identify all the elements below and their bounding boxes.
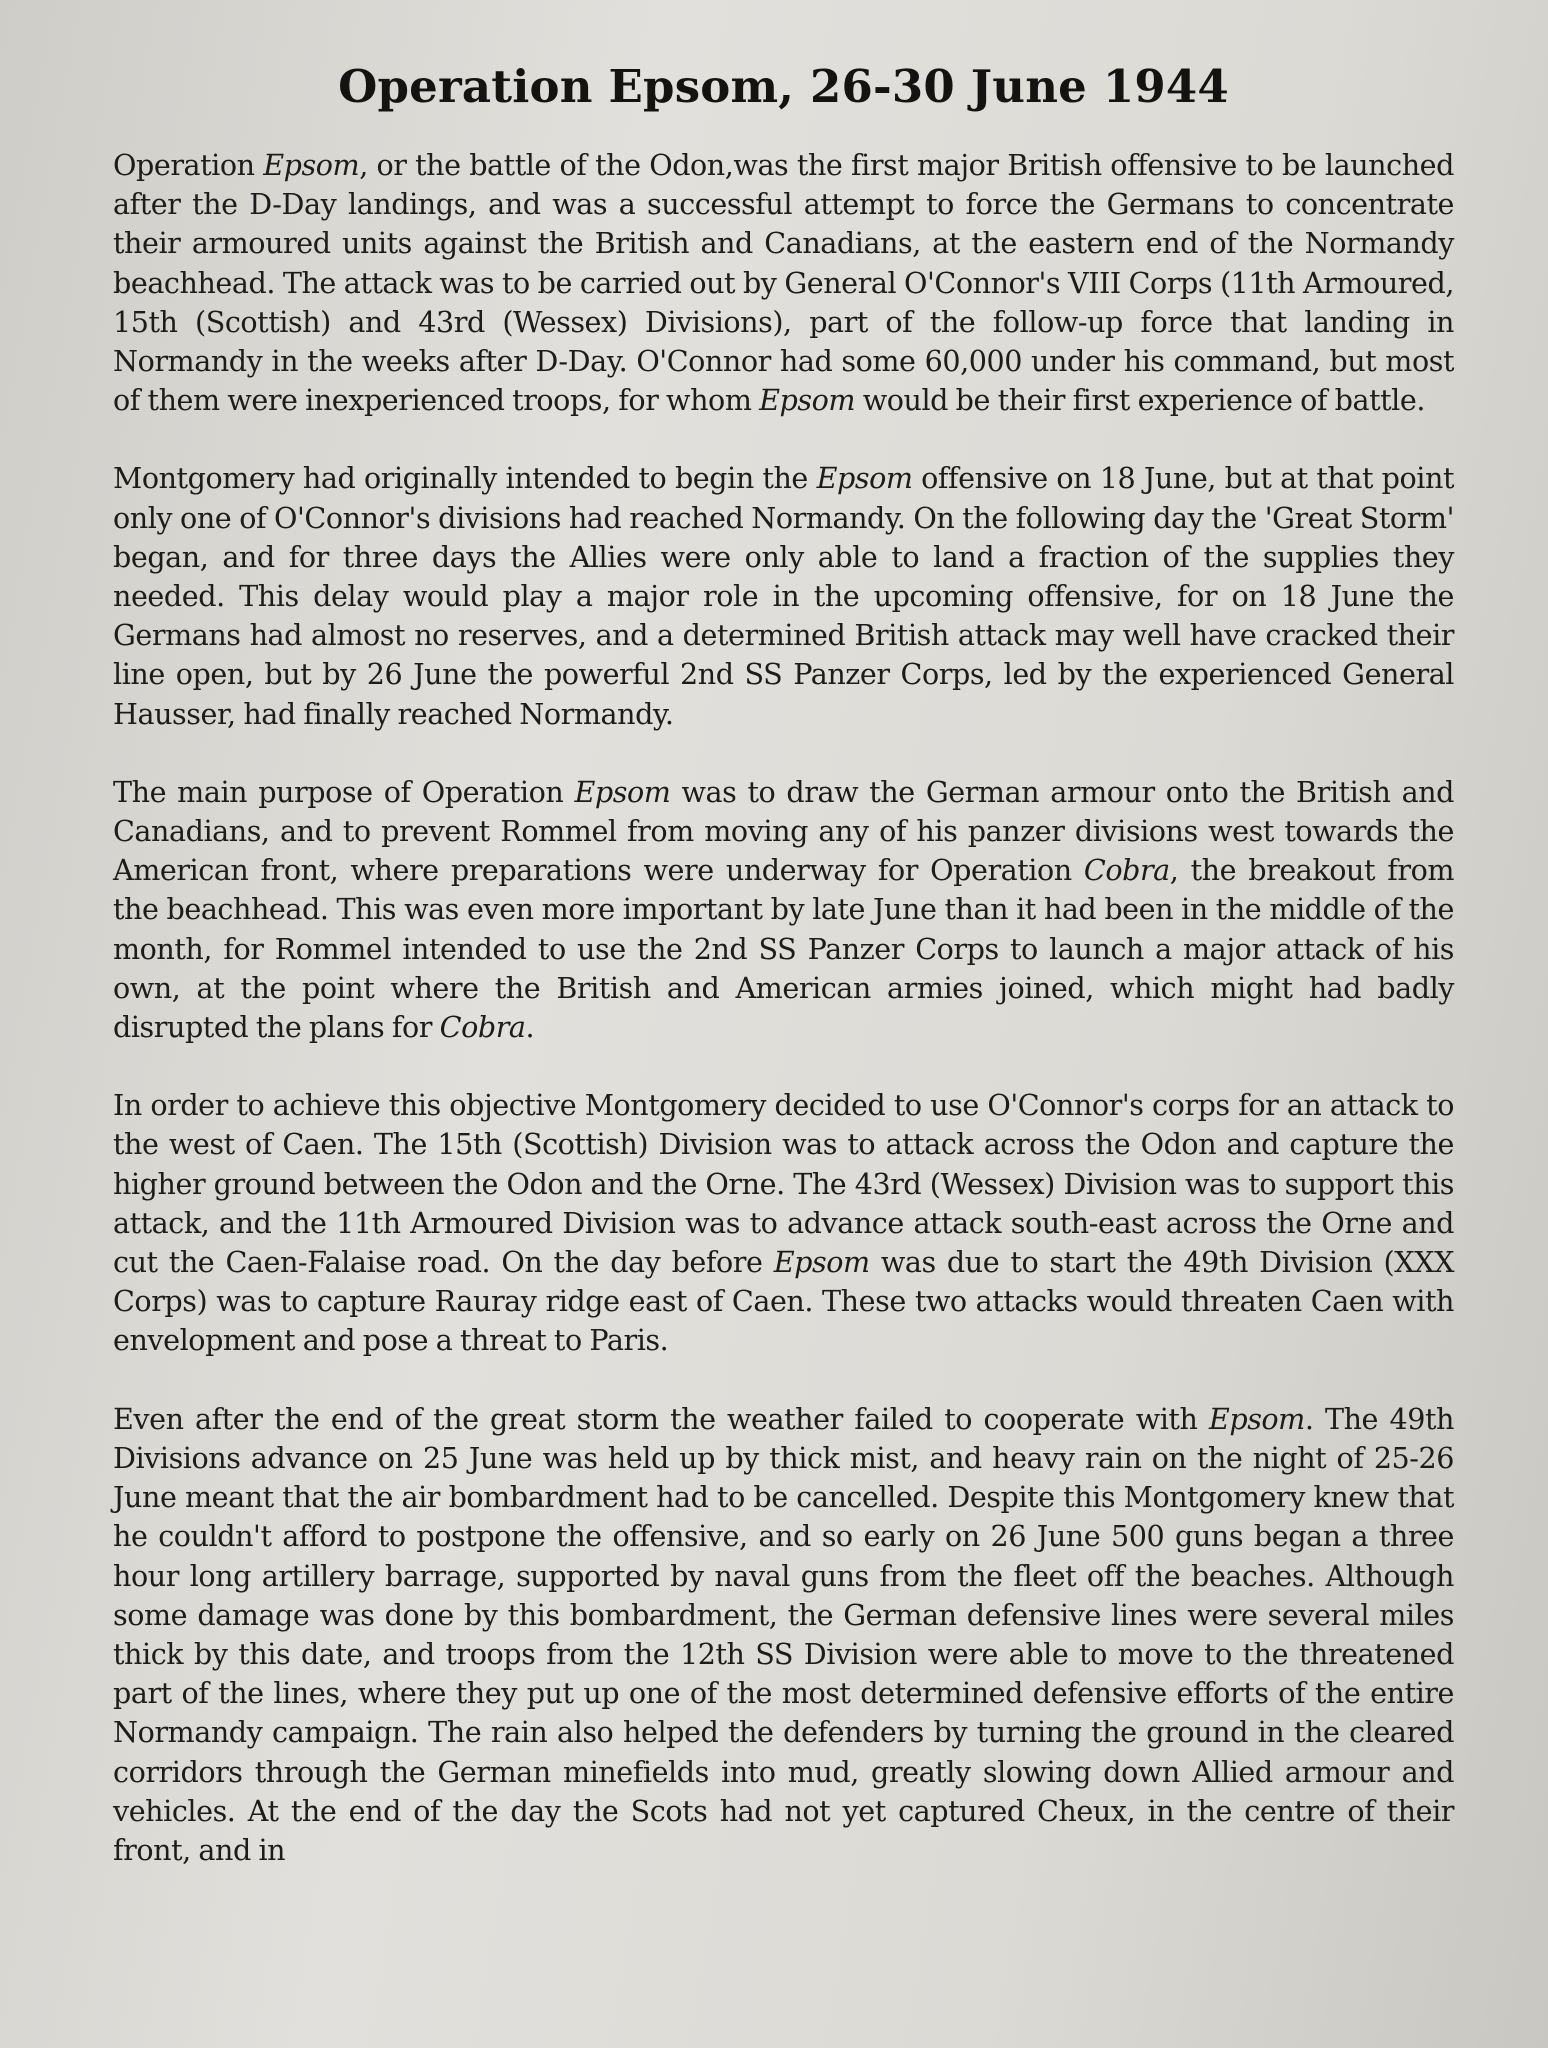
- paragraph: [113, 1400, 1454, 1870]
- italic-text: Epsom: [773, 1245, 870, 1280]
- paragraph: [113, 146, 1454, 420]
- paragraph: [113, 773, 1454, 1047]
- page-title: Operation Epsom, 26-30 June 1944: [338, 60, 1229, 113]
- text-run: Even after the end of the great storm the weather failed to cooperate with: [113, 1401, 1209, 1436]
- document-body: [113, 146, 1454, 1870]
- italic-text: Epsom: [263, 148, 360, 182]
- text-run: would be their first experience of battle.: [855, 383, 1425, 418]
- text-run: The main purpose of Operation: [113, 774, 575, 809]
- italic-text: Cobra: [1083, 853, 1170, 888]
- text-run: was due to start the 49th Division (XXX Corps) was to capture Rauray ridge east of Caen. These two attacks would threaten Caen with envelopment and pose a threat to Paris.: [113, 1245, 1454, 1358]
- text-run: , or the battle of the Odon,was the first major British offensive to be launched after the D-Day landings, and was a successful attempt to force the Germans to concentrate their armoured units against the British and Canadians, at the eastern end of the Normandy beachhead. The attack was to be carried out by General O'Connor's VIII Corps (11th Armoured, 15th (Scottish) and 43rd (Wessex) Divisions), part of the follow-up force that landing in Normandy in the weeks after D-Day. O'Connor had some 60,000 under his command, but most of them were inexperienced troops, for whom: [113, 148, 1454, 418]
- paragraph: [113, 1086, 1454, 1360]
- italic-text: Epsom: [574, 774, 671, 809]
- italic-text: Epsom: [759, 383, 856, 418]
- italic-text: Cobra: [439, 1010, 526, 1045]
- text-run: was to draw the German armour onto the British and Canadians, and to prevent Rommel from moving any of his panzer divisions west towards the American front, where preparations were underway for Operation: [113, 774, 1454, 888]
- text-run: Montgomery had originally intended to begin the: [113, 461, 817, 496]
- italic-text: Epsom: [1208, 1401, 1305, 1436]
- text-run: , the breakout from the beachhead. This was even more important by late June than it had been in the middle of the month, for Rommel intended to use the 2nd SS Panzer Corps to launch a major attack of his own, at the point where the British and American armies joined, which might had badly disrupted the plans for: [113, 853, 1454, 1045]
- text-run: In order to achieve this objective Montgomery decided to use O'Connor's corps for an attack to the west of Caen. The 15th (Scottish) Division was to attack across the Odon and capture the higher ground between the Odon and the Orne. The 43rd (Wessex) Division was to support this attack, and the 11th Armoured Division was to advance attack south-east across the Orne and cut the Caen-Falaise road. On the day before: [113, 1088, 1454, 1280]
- text-run: offensive on 18 June, but at that point only one of O'Connor's divisions had reached Normandy. On the following day the 'Great Storm' began, and for three days the Allies were only able to land a fraction of the supplies they needed. This delay would play a major role in the upcoming offensive, for on 18 June the Germans had almost no reserves, and a determined British attack may well have cracked their line open, but by 26 June the powerful 2nd SS Panzer Corps, led by the experienced General Hausser, had finally reached Normandy.: [113, 461, 1454, 731]
- text-run: .: [525, 1010, 535, 1045]
- text-run: Operation: [113, 148, 264, 182]
- text-run: . The 49th Divisions advance on 25 June was held up by thick mist, and heavy rain on the night of 25-26 June meant that the air bombardment had to be cancelled. Despite this Montgomery knew that he couldn't afford to postpone the offensive, and so early on 26 June 500 guns began a three hour long artillery barrage, supported by naval guns from the fleet off the beaches. Although some damage was done by this bombardment, the German defensive lines were several miles thick by this date, and troops from the 12th SS Division were able to move to the threatened part of the lines, where they put up one of the most determined defensive efforts of the entire Normandy campaign. The rain also helped the defenders by turning the ground in the cleared corridors through the German minefields into mud, greatly slowing down Allied armour and vehicles. At the end of the day the Scots had not yet captured Cheux, in the centre of their front, and in: [113, 1401, 1454, 1867]
- italic-text: Epsom: [816, 461, 913, 496]
- paragraph: [113, 459, 1454, 733]
